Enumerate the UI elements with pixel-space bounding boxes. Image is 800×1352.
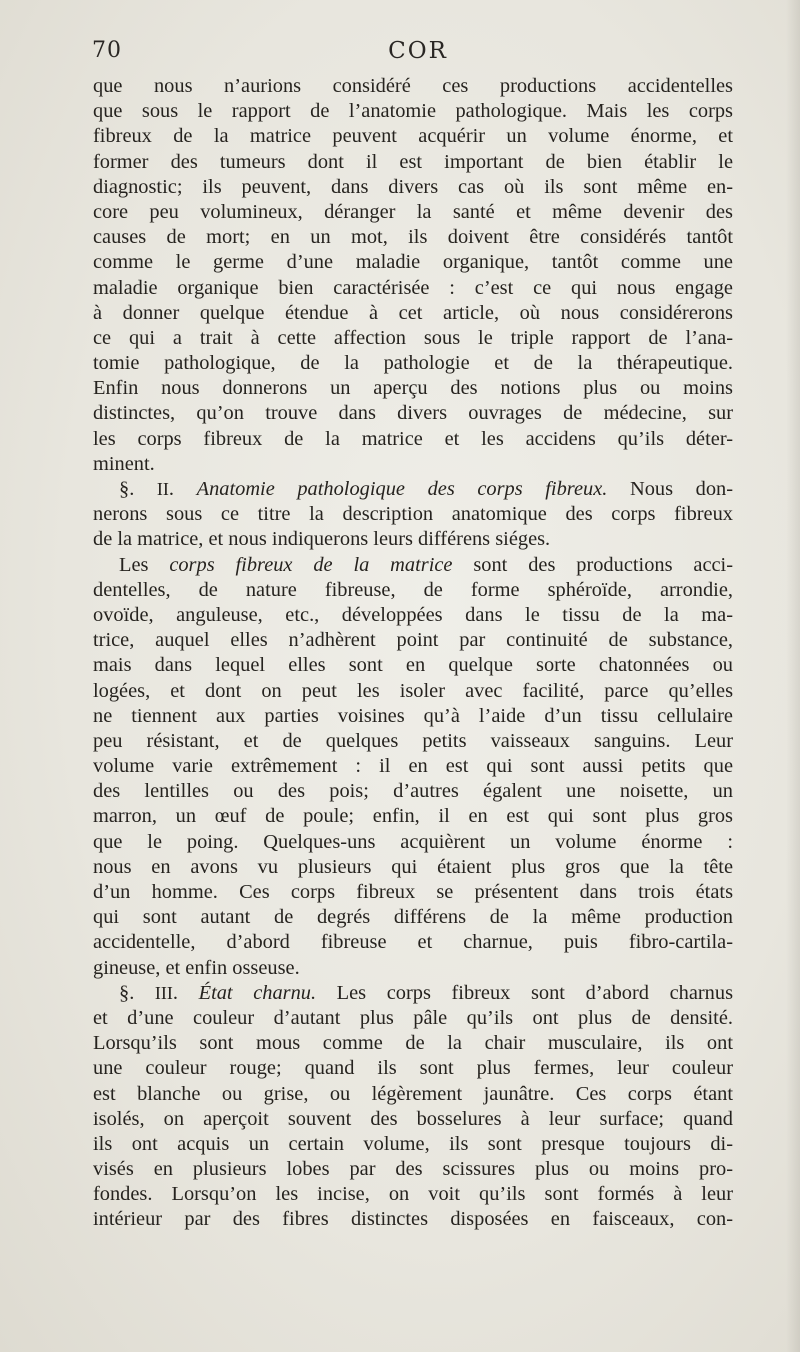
text-line — [93, 1082, 733, 1107]
text-run: comme le germe d’une maladie organique, tantôt comme une — [93, 251, 733, 274]
text-line — [93, 754, 733, 779]
text-run: intérieur par des fibres distinctes disposées en faisceaux, con- — [93, 1208, 733, 1231]
text-line — [93, 628, 733, 653]
body-text — [93, 74, 733, 1233]
text-run: tomie pathologique, de la pathologie et de la thérapeutique. — [93, 352, 733, 375]
text-line — [93, 603, 733, 628]
page-edge-shadow — [786, 0, 800, 1352]
text-run: est blanche ou grise, ou légèrement jaunâtre. Ces corps étant — [93, 1082, 733, 1105]
text-run: former des tumeurs dont il est important de bien établir le — [93, 150, 733, 173]
text-run: . — [172, 981, 199, 1004]
italic-text: Anatomie pathologique des corps fibreux. — [196, 478, 608, 500]
text-run: Les — [119, 553, 170, 576]
text-run: ils ont acquis un certain volume, ils sont presque toujours di- — [93, 1132, 733, 1155]
text-line — [93, 729, 733, 754]
text-line — [93, 553, 733, 578]
text-line — [93, 1132, 733, 1157]
text-run: les corps fibreux de la matrice et les accidens qu’ils déter- — [93, 427, 733, 450]
text-run: Lorsqu’ils sont mous comme de la chair musculaire, ils ont — [93, 1032, 733, 1055]
text-run: isolés, on aperçoit souvent des bosselures à leur surface; quand — [93, 1107, 733, 1130]
text-run: marron, un œuf de poule; enfin, il en est qui sont plus gros — [93, 805, 733, 828]
text-run: . — [168, 478, 197, 500]
text-line — [93, 250, 733, 275]
text-line — [93, 704, 733, 729]
text-line — [93, 779, 733, 804]
text-run: qui sont autant de degrés différens de la même production — [93, 906, 733, 929]
text-line — [93, 930, 733, 955]
text-run: ce qui a trait à cette affection sous le triple rapport de l’ana- — [93, 326, 733, 349]
text-line — [93, 502, 733, 527]
text-run: causes de mort; en un mot, ils doivent être considérés tantôt — [93, 226, 733, 249]
text-line — [93, 427, 733, 452]
text-run: §. — [119, 981, 155, 1004]
text-line — [93, 956, 733, 981]
text-line — [93, 578, 733, 603]
text-line — [93, 981, 733, 1006]
text-line — [93, 150, 733, 175]
text-line — [93, 880, 733, 905]
text-run: ne tiennent aux parties voisines qu’à l’aide d’un tissu cellulaire — [93, 704, 733, 727]
section-number: II — [156, 479, 169, 499]
text-line — [93, 74, 733, 99]
text-run: que le poing. Quelques-uns acquièrent un volume énorme : — [93, 830, 733, 853]
text-run: diagnostic; ils peuvent, dans divers cas où ils sont même en- — [93, 175, 733, 198]
section-number: III — [154, 982, 173, 1003]
text-run: d’un homme. Ces corps fibreux se présentent dans trois états — [93, 881, 733, 903]
text-run: de la matrice, et nous indiquerons leurs différens siéges. — [93, 528, 551, 551]
text-run: §. — [119, 478, 157, 500]
italic-text: corps fibreux de la matrice — [169, 553, 453, 576]
text-run: une couleur rouge; quand ils sont plus fermes, leur couleur — [93, 1057, 733, 1080]
text-line — [93, 99, 733, 124]
page-header — [92, 38, 732, 70]
text-line — [93, 376, 733, 401]
text-run: Enfin nous donnerons un aperçu des notions plus ou moins — [93, 377, 733, 400]
text-run: à donner quelque étendue à cet article, où nous considérerons — [93, 301, 733, 324]
text-run: peu résistant, et de quelques petits vaisseaux sanguins. Leur — [93, 729, 733, 752]
text-line — [93, 1056, 733, 1081]
text-run: dentelles, de nature fibreuse, de forme sphéroïde, arrondie, — [93, 578, 733, 601]
text-line — [93, 1107, 733, 1132]
text-run: des lentilles ou des pois; d’autres égalent une noisette, un — [93, 780, 733, 803]
text-run: nous en avons vu plusieurs qui étaient plus gros que la tête — [93, 855, 733, 878]
text-line — [93, 477, 733, 502]
running-head: COR — [388, 38, 448, 64]
text-line — [93, 276, 733, 301]
text-line — [93, 679, 733, 704]
text-line — [93, 830, 733, 855]
text-line — [93, 351, 733, 376]
text-line — [93, 200, 733, 225]
text-run: que sous le rapport de l’anatomie pathologique. Mais les corps — [93, 100, 733, 123]
text-line — [93, 1207, 733, 1232]
text-run: et d’une couleur d’autant plus pâle qu’ils ont plus de densité. — [93, 1006, 733, 1029]
text-line — [93, 855, 733, 880]
text-line — [93, 175, 733, 200]
text-run: logées, et dont on peut les isoler avec facilité, parce qu’elles — [93, 679, 733, 702]
text-run: que nous n’aurions considéré ces productions accidentelles — [93, 75, 733, 97]
text-line — [93, 1182, 733, 1207]
text-line — [93, 1031, 733, 1056]
text-run: Les corps fibreux sont d’abord charnus — [316, 981, 734, 1004]
text-line — [93, 401, 733, 426]
text-run: ovoïde, anguleuse, etc., développées dans le tissu de la ma- — [93, 603, 733, 626]
text-run: core peu volumineux, déranger la santé et même devenir des — [93, 200, 733, 223]
text-line — [93, 1006, 733, 1031]
text-run: gineuse, et enfin osseuse. — [93, 956, 300, 979]
text-run: nerons sous ce titre la description anatomique des corps fibreux — [93, 503, 733, 526]
text-run: minent. — [93, 452, 155, 475]
text-run: fondes. Lorsqu’on les incise, on voit qu’ils sont formés à leur — [93, 1183, 733, 1206]
text-run: fibreux de la matrice peuvent acquérir un volume énorme, et — [93, 125, 733, 148]
text-line — [93, 124, 733, 149]
text-run: mais dans lequel elles sont en quelque sorte chatonnées ou — [93, 654, 733, 677]
text-line — [93, 225, 733, 250]
text-line — [93, 1157, 733, 1182]
text-run: sont des productions acci- — [452, 553, 733, 576]
text-run: trice, auquel elles n’adhèrent point par continuité de substance, — [93, 629, 733, 652]
text-run: maladie organique bien caractérisée : c’est ce qui nous engage — [93, 276, 733, 299]
text-run: accidentelle, d’abord fibreuse et charnue, puis fibro-cartila- — [93, 931, 733, 954]
page-number: 70 — [92, 38, 122, 63]
text-line — [93, 326, 733, 351]
text-run: Nous don- — [607, 478, 734, 500]
text-line — [93, 653, 733, 678]
text-run: distinctes, qu’on trouve dans divers ouvrages de médecine, sur — [93, 402, 733, 425]
text-line — [93, 527, 733, 552]
text-run: visés en plusieurs lobes par des scissures plus ou moins pro- — [93, 1158, 733, 1181]
text-line — [93, 301, 733, 326]
text-line — [93, 905, 733, 930]
italic-text: État charnu. — [198, 981, 317, 1004]
text-run: volume varie extrêmement : il en est qui sont aussi petits que — [93, 755, 733, 778]
text-line — [93, 452, 733, 477]
text-line — [93, 804, 733, 829]
